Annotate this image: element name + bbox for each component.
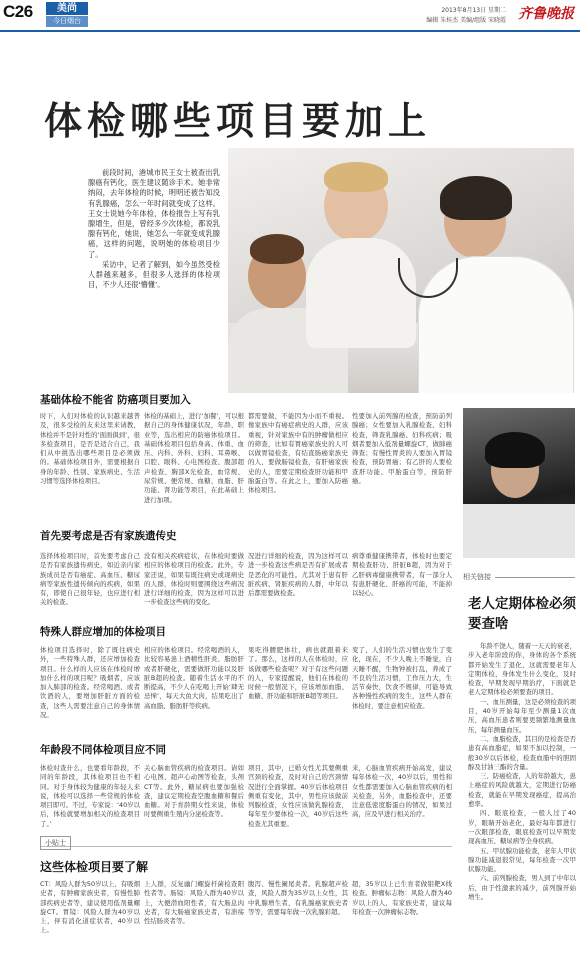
article-column: 况进行详细的检查，因为这样可以进一步检查这些病是否有扩展或者是恶化的可能性。尤其对于患有肝脏疾病、肾脏疾病的人群，中年以后都需要做检查。 xyxy=(248,552,348,598)
hero-photo xyxy=(228,148,574,393)
article-column: 体检项目选择时，除了既往病史外，一些特殊人群，还应增加检查项目。什么样的人应该在体检时增加什么样的项目呢？吸烟者，应该加入肺部的检查。经常喝酒、或者饮酒的人，要增加肝脏方面的检查，这些人需要注意自己的身体情况。 xyxy=(40,646,140,720)
article-column: 腹泻、慢性阑尾炎者。乳腺超声检查，风险人群为35岁以上女性，其中乳腺增生者，有乳腺癌家族史者等等，需要每年做一次乳腺彩超。 xyxy=(248,880,348,916)
sidebar-paragraph: 六、前列腺检查，男人到了中年以后，由于性激素的减少，前列腺开始增生。 xyxy=(468,874,576,902)
article-column: 没有相关疾病症状，在体检时要做相应的体检项目的检查。此外，专家还说，如果有既往病史或现病史的人群，体检时则要围绕这些病况进行详细的检查，因为这样可以进一步检查这些病的变化。 xyxy=(144,552,244,607)
intro-text xyxy=(88,168,220,290)
sidebar-paragraph: 四、眼底检查，一般人过了40岁，眼睛开始老化，最好每年都进行一次眼部检查，眼底检查可以早期发现高血压、糖尿病等全身疾病。 xyxy=(468,809,576,846)
article-column: 果吃得腰肥体壮，病也就跟着来了。那么，这样的人在体检时，应该做哪些检查呢？对于有这些问题的人，专家提醒说，他们在体检的时候一般情况下，应该增加血脂、血糖、肝功能和肝脏B超等项目。 xyxy=(248,646,348,701)
article-column: 性要加入前列腺的检查，预防前列腺癌；女性要加入乳腺检查、妇科检查，筛查乳腺癌、妇科疾病；吸烟者要加入低剂量螺旋CT，做肺癌筛查；有慢性胃炎的人要加入胃镜检查，预防胃癌；有乙肝的人要检查肝功能、甲胎蛋白等，预防肝癌。 xyxy=(352,412,452,486)
section-label: 美尚 xyxy=(46,2,88,15)
article-column: CT：风险人群为50岁以上、有吸烟史者，有肿瘤家族史者，有慢性肺部疾病史者等，建议使用低剂量螺旋CT。胃镜：风险人群为40岁以上，伴有消化道症状者，40岁以上。 xyxy=(40,880,140,935)
sidebar-paragraph: 二、血脂检查，其目的是检查是否患有高血脂症，如果不加以控制，一般30岁以后体检，检查血脂中的胆固醇及甘油三酯的含量。 xyxy=(468,734,576,771)
sidebar-paragraph: 五、甲状腺功能检查，老年人甲状腺功能减退很常见，每年检查一次甲状腺功能。 xyxy=(468,846,576,874)
sidebar-body xyxy=(468,642,576,902)
article-column: 时下，入们对体检的认识越来越普及，很多受检的友来这里来请教，体检并不是针对性的‘面面俱到’，很多检查项目，是否是适合自己，我们从中挑选出哪些项目是必须做的。基础体检项目外，需要根据自身的年龄、性别、家族病史、生活习惯等选择体检项目。 xyxy=(40,412,140,486)
article-column: 都需要做，不能因为小而不重视。像家族中有癌症病史的人群，应该重视，针对家族中有的肿瘤做相应的筛查，比如有胃癌家族史的人可以做胃镜检查，有结直肠癌家族史的人，要做肠镜检查，有肝癌家族史的人，需要定期检查肝功能和甲胎蛋白等。在此之上，要加入防癌体检项目。 xyxy=(248,412,348,495)
section-sublabel: 今日烟台 xyxy=(46,16,88,27)
article-column: 超，35岁以上已生育者做钼靶X线检查。肿瘤标志物：风险人群为40岁以上的人，有家族史者，建议每年检查一次肿瘤标志物。 xyxy=(352,880,452,916)
photo-figure-child-hair xyxy=(324,162,388,192)
article-column: 相应的体检项目。经常喝酒的人，比较容易患上酒精性肝炎、脂肪肝或者肝硬化，需要做肝功能以及肝脏B超的检查。随着生活水平的不断提高，不少人在吃喝上开始‘肆无忌惮’，每天大鱼大肉，结果吃出了高血脂、脂肪肝等疾病。 xyxy=(144,646,244,710)
article-column: 病尊重健康携带者，体检时也要定期检查肝功、肝脏B超，因为对于乙肝病毒健康携带者，有一部分人有患肝硬化、肝癌的可能，不能掉以轻心。 xyxy=(352,552,452,598)
section-heading: 这些体检项目要了解 xyxy=(40,860,149,874)
section-heading: 年龄段不同体检项目应不同 xyxy=(40,744,166,756)
intro-paragraph: 采访中，记者了解到，如今虽然受检人群越来越多，但很多人选择的体检项目，不少人还很‘懵懂’。 xyxy=(88,259,220,290)
page-number: C26 xyxy=(3,2,33,21)
article-column: 来，心脑血管疾病开始高发，建议每年体检一次，40岁以后，男性和女性都需要加入心脑血管疾病的相关检查，另外，血脂检查中，还要注意低密度脂蛋白的情况，如果过高，应及早进行相关治疗。 xyxy=(352,764,452,819)
intro-paragraph: 前段时间，港城市民王女士被查出乳腺癌有钙化，医生建议随诊手术。她非常纳闷，去年体检的时候，明明还被告知没有乳腺癌，怎么一年时间就变成了这样。王女士说她今年体检，体检报告上写有乳腺增生，但是，曾经多少次体检，都说乳腺有钙化，她说，她怎么一年就变成乳腺癌，这样的问题，说明她的体检项目少了。 xyxy=(88,168,220,259)
article-column: 项目，其中，已婚女性尤其要侧重宫颈的检查，及时对自己的宫颈情况进行全面掌握。40岁后体检项目侧重有变化，其中，男性应该做前列腺检查，女性应该做乳腺检查，每年至少要体检一次，40岁后这些检查尤其重要。 xyxy=(248,764,348,828)
sidebar-paragraph: 一、血压测量，这是必须检查的项目，40岁开始每年至少测量1次血压，高血压患者则要更频繁地测量血压，每年测量血压。 xyxy=(468,697,576,734)
related-link-label: 相关链接 xyxy=(463,572,495,582)
photo-figure-patient-hair xyxy=(485,432,545,468)
section-heading: 首先要考虑是否有家族遗传史 xyxy=(40,530,177,542)
sidebar-title: 老人定期体检必须要查啥 xyxy=(468,596,576,632)
photo-figure-father-hair xyxy=(250,234,304,264)
issue-date: 2013年8月13日 星期二 xyxy=(441,7,506,14)
photo-figure-patient-coat xyxy=(463,504,575,558)
related-link-tag xyxy=(463,573,575,581)
masthead xyxy=(0,0,580,30)
section-heading: 特殊人群应增加的体检项目 xyxy=(40,626,166,638)
sidebar-paragraph: 年龄不饶人，随着一天天的衰老，步入老年阶段的你，身体的各个系统都开始发生了退化，这就需要老年人定期体检，身体发生什么变化，及时检查，早期发现早期治疗，下面就是老人定期体检必须要查的项目。 xyxy=(468,642,576,697)
article-column: 变了，人们的生活习惯也发生了变化，现在，不少人晚上不睡觉，白天睡不醒，生物钟被打乱，养成了不良的生活习惯，工作压力大，生活节奏快，饮食不规律，可能导致各种慢性疾病的发生，这些人群在体检时，要注意相应检查。 xyxy=(352,646,452,710)
photo-figure-child-body xyxy=(306,238,416,348)
masthead-rule xyxy=(0,30,580,32)
article-column: 选择体检项目时，首先要考虑自己是否有家族遗传病史，如近亲内家族成员是否有癌症、高血压、糖尿病等家族性遗传倾向的疾病，如果有，即使自己很年轻，也应进行相关的检查。 xyxy=(40,552,140,607)
page-headline: 体检哪些项目要加上 xyxy=(44,99,432,143)
article-column: 体检的基础上，进行‘加餐’，可以根据自己的身体健康状况，年龄、职业等，选出相应的防癌体检项目。基础体检项目包括身高、体重、血压、内科、外科、妇科、耳鼻喉、口腔、眼科、心电图检查、腹部超声检查、胸部X光检查、血常规、尿常规、便常规、血糖、血脂、肝功能、肾功能等项目，在此基础上进行加项。 xyxy=(144,412,244,504)
editor-credits: 编辑 朱桂杰 美编/组版 宋晓霞 xyxy=(426,17,506,24)
newspaper-logo: 齐鲁晚报 xyxy=(518,6,574,22)
sidebar-paragraph: 三、防癌检查，人的年龄越大，患上癌症的风险就越大，定期进行防癌检查，就能在早期发现癌症，提高治愈率。 xyxy=(468,772,576,809)
sidebar-photo xyxy=(463,408,575,558)
article-column: 上人群，反复幽门螺旋杆菌检查阳性者等。肠镜：风险人群为40岁以上，大便潜血阳性者，有大肠息肉史者，有大肠癌家族史者，有溃疡性结肠炎者等。 xyxy=(144,880,244,926)
tips-tag: 小贴士 xyxy=(40,836,71,850)
section-heading: 基础体检不能省 防癌项目要加入 xyxy=(40,394,191,406)
box-divider xyxy=(40,846,452,847)
article-column: 关心脑血管疾病的检查项目。请如心电图、超声心动图等检查，头颅CT等。此外，糖尿病也要加强检查，建议定期检查空腹血糖和餐后血糖。对于育龄期女性来说，体检时要侧重生殖内分泌检查等。 xyxy=(144,764,244,819)
photo-figure-doctor-hair xyxy=(440,176,512,220)
article-column: 体检时查什么，也要看年龄段，不同的年龄段，其体检项目也不相同。对于身体较为健康的年轻人来说，体检可以选择一些常规的体检项目即可。不过，专家说：‘40岁以后，体检就要增加相关的检查项目了。’ xyxy=(40,764,140,828)
